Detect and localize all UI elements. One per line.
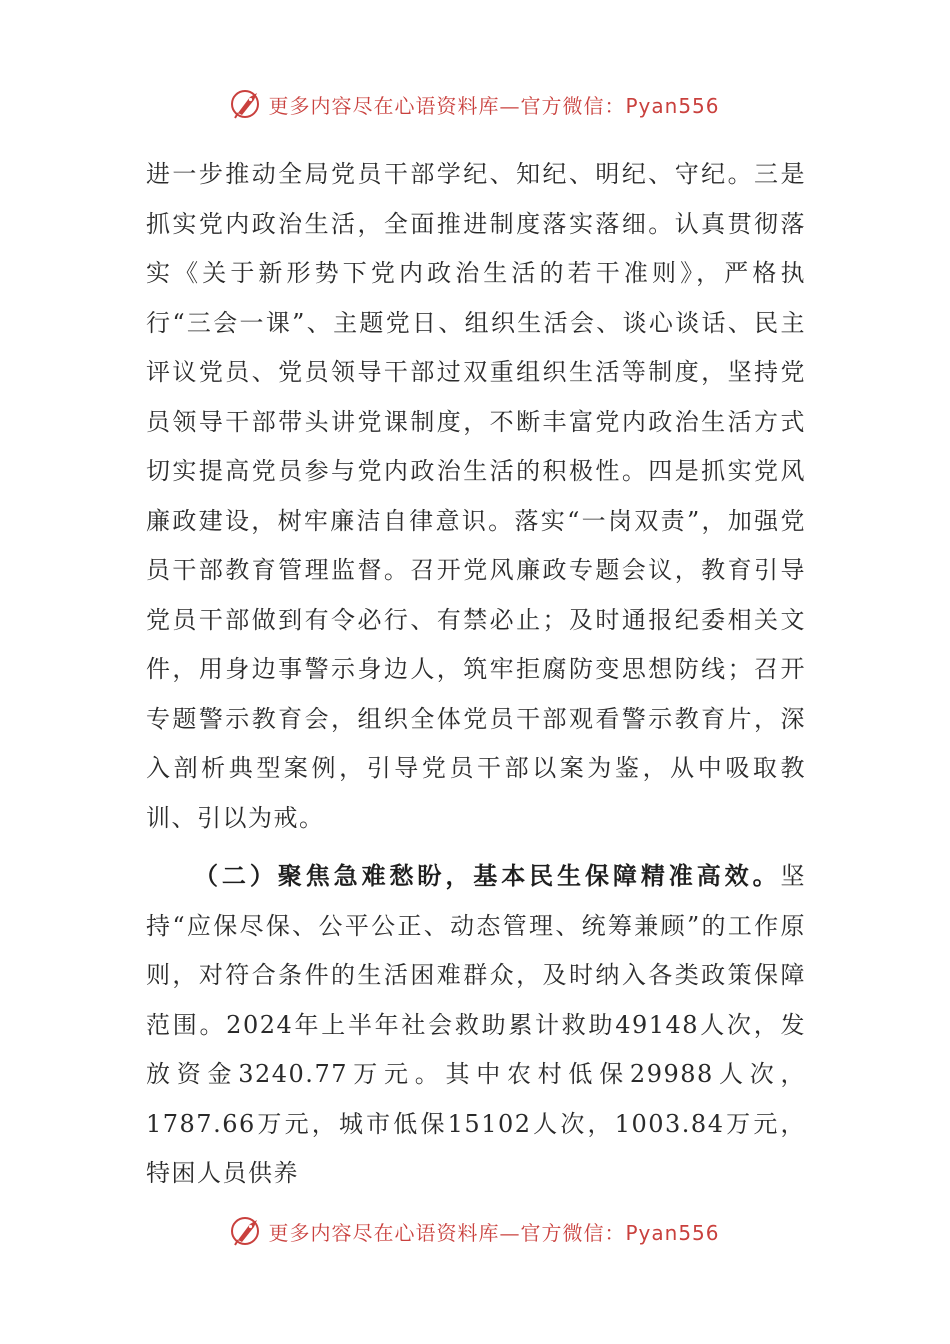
wechat-id: Pyan556	[625, 93, 720, 118]
paragraph-2-text: 坚持“应保尽保、公平公正、动态管理、统筹兼顾”的工作原则，对符合条件的生活困难群众，及时纳入各类政策保障范围。2024年上半年社会救助累计救助49148人次，发放资金3240.77万元。其中农村低保29988人次，1787.66万元，城市低保15102人次，1003.84万元，特困人员供养	[146, 862, 806, 1187]
footer-watermark	[0, 1211, 950, 1251]
wechat-id: Pyan556	[625, 1220, 720, 1245]
site-name: 更多内容尽在心语资料库	[268, 93, 500, 118]
document-body	[146, 150, 806, 1199]
separator: —	[499, 93, 521, 118]
pen-nib-icon	[230, 1214, 264, 1248]
site-name: 更多内容尽在心语资料库	[268, 1220, 500, 1245]
section-heading: （二）聚焦急难愁盼，基本民生保障精准高效。	[194, 862, 781, 890]
separator: —	[499, 1220, 521, 1245]
pen-nib-icon	[230, 87, 264, 121]
wechat-label: 官方微信：	[520, 93, 626, 118]
wechat-label: 官方微信：	[520, 1220, 626, 1245]
header-watermark	[0, 84, 950, 124]
paragraph-2	[146, 852, 806, 1199]
paragraph-1: 进一步推动全局党员干部学纪、知纪、明纪、守纪。三是抓实党内政治生活，全面推进制度落实落细。认真贯彻落实《关于新形势下党内政治生活的若干准则》，严格执行“三会一课”、主题党日、组织生活会、谈心谈话、民主评议党员、党员领导干部过双重组织生活等制度，坚持党员领导干部带头讲党课制度，不断丰富党内政治生活方式切实提高党员参与党内政治生活的积极性。四是抓实党风廉政建设，树牢廉洁自律意识。落实“一岗双责”，加强党员干部教育管理监督。召开党风廉政专题会议，教育引导党员干部做到有令必行、有禁必止；及时通报纪委相关文件，用身边事警示身边人，筑牢拒腐防变思想防线；召开专题警示教育会，组织全体党员干部观看警示教育片，深入剖析典型案例，引导党员干部以案为鉴，从中吸取教训、引以为戒。	[146, 160, 806, 832]
